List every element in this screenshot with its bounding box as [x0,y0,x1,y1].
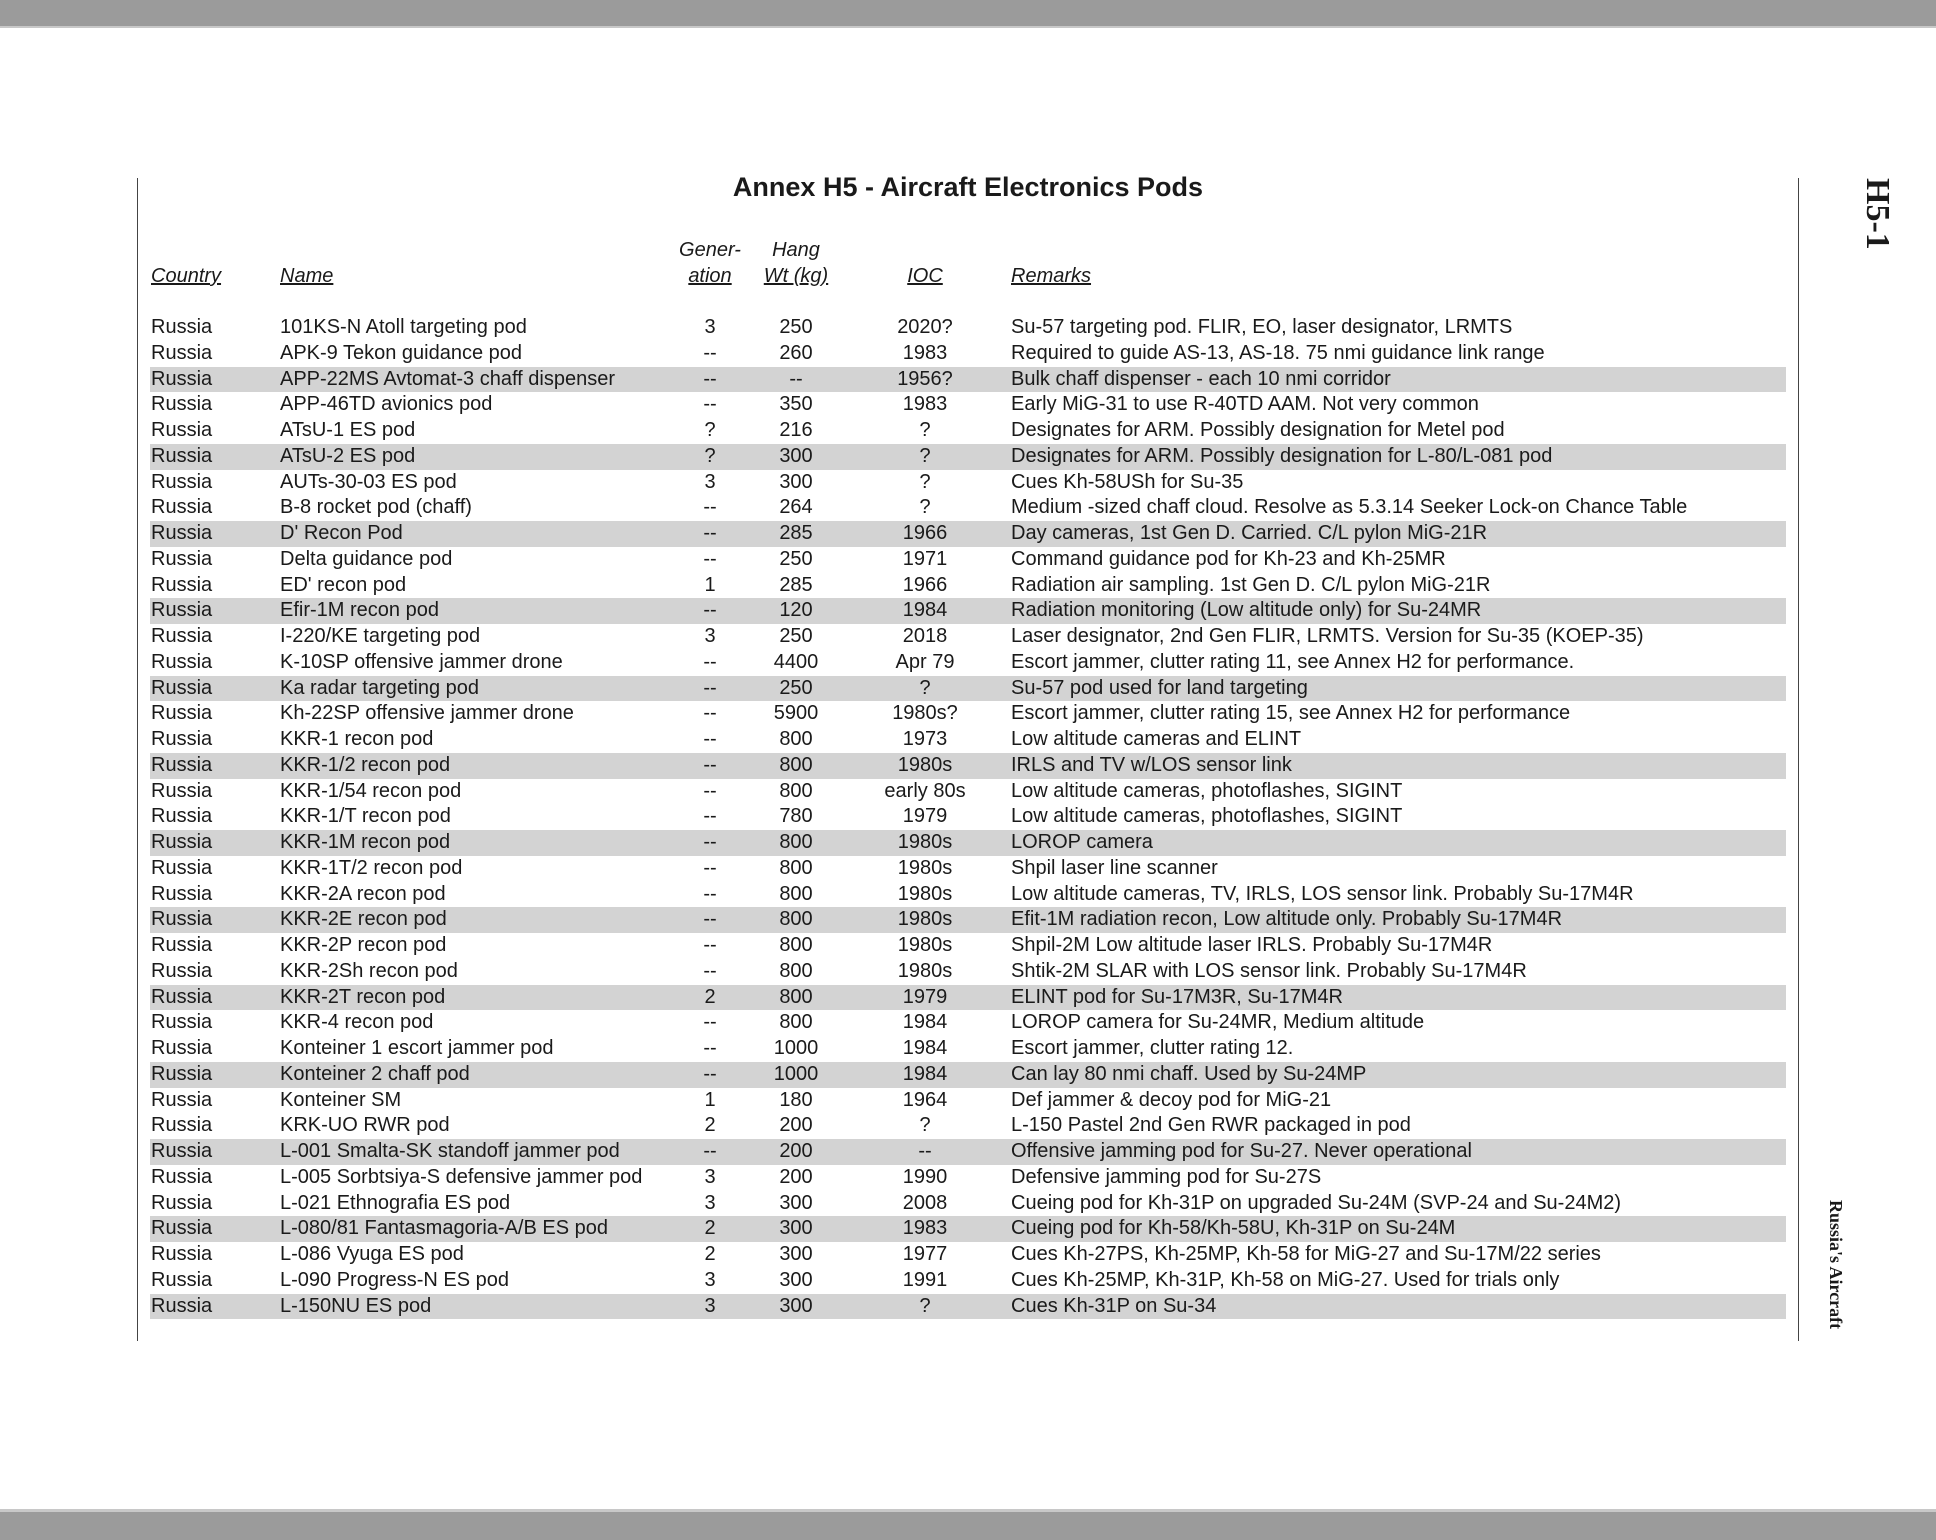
table-row [150,573,1786,599]
cell-name: Ka radar targeting pod [280,676,480,699]
right-vertical-rule [1798,178,1799,1341]
table-row [150,1088,1786,1114]
table-row [150,676,1786,702]
cell-ioc: 1984 [902,1011,948,1034]
cell-country: Russia [151,1140,213,1162]
cell-generation: -- [703,831,717,853]
cell-country: Russia [151,779,213,802]
cell-hang-weight: 300 [779,470,813,493]
cell-hang-weight: 250 [779,547,813,570]
cell-ioc: ? [919,676,931,699]
cell-hang-weight: 260 [779,341,813,364]
cell-generation: -- [703,1140,717,1162]
cell-name: KKR-4 recon pod [280,1011,434,1034]
cell-remarks: Low altitude cameras, photoflashes, SIGINT [1011,779,1403,802]
header-hang-weight [752,237,840,289]
table-row [150,985,1786,1011]
cell-generation: -- [703,779,717,802]
cell-hang-weight: 285 [779,522,813,544]
table-row [150,495,1786,521]
header-name: Name [280,265,334,287]
cell-ioc: 1980s [897,856,953,879]
cell-hang-weight: 285 [779,573,813,596]
table-row [150,933,1786,959]
table-row [150,341,1786,367]
cell-ioc: 1980s [897,908,953,931]
table-row [150,521,1786,547]
cell-remarks: Cueing pod for Kh-31P on upgraded Su-24M (SVP-24 and Su-24M2) [1011,1191,1622,1214]
cell-remarks: Def jammer & decoy pod for MiG-21 [1011,1088,1332,1111]
cell-generation: -- [703,341,717,364]
cell-generation: -- [703,882,717,905]
cell-remarks: Escort jammer, clutter rating 15, see Annex H2 for performance [1011,702,1571,725]
cell-name: L-150NU ES pod [280,1294,432,1317]
cell-name: KKR-2E recon pod [280,908,447,931]
cell-name: KKR-1M recon pod [280,831,451,853]
cell-hang-weight: 250 [779,676,813,699]
page-title: Annex H5 - Aircraft Electronics Pods [732,172,1204,202]
table-row [150,959,1786,985]
cell-hang-weight: 800 [779,779,813,802]
cell-generation: -- [703,522,717,544]
table-row [150,1191,1786,1217]
cell-generation: -- [703,1037,717,1059]
cell-remarks: Escort jammer, clutter rating 12. [1011,1037,1294,1059]
header-hang-line2: Wt (kg) [763,265,829,287]
cell-ioc: 1980s [897,934,953,956]
cell-name: Konteiner SM [280,1088,402,1111]
cell-hang-weight: 800 [779,728,813,750]
cell-country: Russia [151,728,213,750]
header-generation-line1: Gener- [679,239,741,261]
cell-name: L-021 Ethnografia ES pod [280,1191,511,1214]
cell-hang-weight: 300 [779,1217,813,1240]
cell-remarks: Bulk chaff dispenser - each 10 nmi corridor [1011,367,1391,390]
cell-hang-weight: 300 [779,1191,813,1214]
cell-hang-weight: 800 [779,1011,813,1034]
cell-remarks: Laser designator, 2nd Gen FLIR, LRMTS. Version for Su-35 (KOEP-35) [1011,625,1644,647]
table-row [150,779,1786,805]
cell-hang-weight: 800 [779,908,813,931]
cell-country: Russia [151,1165,213,1188]
cell-remarks: IRLS and TV w/LOS sensor link [1011,753,1292,776]
page-section-id: H5-1 [1859,178,1896,250]
cell-generation: 1 [704,1088,716,1111]
cell-remarks: Required to guide AS-13, AS-18. 75 nmi guidance link range [1011,341,1545,364]
cell-hang-weight: 780 [779,805,813,828]
cell-ioc: 1980s [897,882,953,905]
cell-generation: 2 [704,985,716,1008]
header-remarks: Remarks [1011,265,1092,287]
cell-remarks: Radiation air sampling. 1st Gen D. C/L pylon MiG-21R [1011,573,1491,596]
table-row [150,1294,1786,1320]
cell-country: Russia [151,702,213,725]
cell-hang-weight: 200 [779,1114,813,1137]
cell-ioc: 1973 [902,728,948,750]
cell-ioc: 1980s [897,959,953,982]
cell-ioc: 1966 [902,573,948,596]
cell-remarks: Cues Kh-58USh for Su-35 [1011,470,1244,493]
cell-remarks: Designates for ARM. Possibly designation for Metel pod [1011,419,1505,441]
table-row [150,1165,1786,1191]
cell-generation: -- [703,1011,717,1034]
cell-name: KKR-1T/2 recon pod [280,856,463,879]
cell-hang-weight: 800 [779,985,813,1008]
cell-ioc: ? [919,1114,931,1137]
cell-generation: -- [703,599,717,622]
cell-country: Russia [151,831,213,853]
cell-name: APP-46TD avionics pod [280,393,493,416]
cell-ioc: 1980s? [892,702,958,725]
cell-remarks: Cues Kh-31P on Su-34 [1011,1294,1217,1317]
cell-country: Russia [151,1088,213,1111]
cell-hang-weight: 800 [779,959,813,982]
cell-generation: 3 [704,1165,716,1188]
cell-name: KKR-2Sh recon pod [280,959,458,982]
cell-ioc: 1980s [897,831,953,853]
cell-name: Konteiner 2 chaff pod [280,1062,470,1085]
cell-hang-weight: 300 [779,1243,813,1265]
cell-generation: 2 [704,1114,716,1137]
cell-ioc: early 80s [884,779,966,802]
cell-remarks: Command guidance pod for Kh-23 and Kh-25MR [1011,547,1446,570]
table-row [150,624,1786,650]
cell-ioc: 1984 [902,599,948,622]
cell-country: Russia [151,1243,213,1265]
cell-remarks: LOROP camera for Su-24MR, Medium altitude [1011,1011,1425,1034]
cell-remarks: Su-57 pod used for land targeting [1011,676,1308,699]
table-row [150,1268,1786,1294]
cell-generation: -- [703,1062,717,1085]
cell-country: Russia [151,908,213,931]
cell-hang-weight: 4400 [773,650,819,673]
cell-name: KKR-2T recon pod [280,985,446,1008]
cell-ioc: 1956? [897,367,953,390]
cell-hang-weight: 180 [779,1088,813,1111]
cell-ioc: Apr 79 [895,650,955,673]
header-generation [670,237,750,289]
cell-country: Russia [151,316,213,338]
cell-ioc: -- [918,1140,932,1162]
cell-remarks: Medium -sized chaff cloud. Resolve as 5.3.14 Seeker Lock-on Chance Table [1011,496,1688,519]
cell-generation: -- [703,908,717,931]
cell-hang-weight: 1000 [773,1062,819,1085]
table-row [150,598,1786,624]
table-row [150,907,1786,933]
cell-name: KKR-1/T recon pod [280,805,451,828]
cell-name: KKR-2A recon pod [280,882,446,905]
header-country: Country [151,265,222,287]
cell-country: Russia [151,1011,213,1034]
cell-ioc: 1980s [897,753,953,776]
cell-country: Russia [151,676,213,699]
cell-remarks: LOROP camera [1011,831,1153,853]
cell-remarks: Radiation monitoring (Low altitude only) for Su-24MR [1011,599,1482,622]
cell-hang-weight: 200 [779,1165,813,1188]
cell-ioc: ? [919,496,931,519]
cell-ioc: 2008 [902,1191,948,1214]
cell-name: KKR-1 recon pod [280,728,434,750]
cell-name: ATsU-1 ES pod [280,419,416,441]
cell-country: Russia [151,573,213,596]
cell-country: Russia [151,470,213,493]
cell-name: KKR-1/2 recon pod [280,753,451,776]
cell-generation: 3 [704,1294,716,1317]
cell-name: APK-9 Tekon guidance pod [280,341,523,364]
cell-name: ATsU-2 ES pod [280,444,416,467]
cell-country: Russia [151,419,213,441]
cell-remarks: Cues Kh-27PS, Kh-25MP, Kh-58 for MiG-27 and Su-17M/22 series [1011,1243,1601,1265]
cell-country: Russia [151,1191,213,1214]
cell-generation: 1 [704,573,716,596]
cell-hang-weight: 120 [779,599,813,622]
cell-name: 101KS-N Atoll targeting pod [280,316,527,338]
cell-country: Russia [151,1268,213,1291]
cell-generation: -- [703,805,717,828]
cell-name: KRK-UO RWR pod [280,1114,450,1137]
cell-hang-weight: 250 [779,625,813,647]
cell-country: Russia [151,496,213,519]
table-row [150,444,1786,470]
cell-hang-weight: 800 [779,831,813,853]
cell-remarks: Offensive jamming pod for Su-27. Never operational [1011,1140,1472,1162]
cell-name: APP-22MS Avtomat-3 chaff dispenser [280,367,615,390]
table-row [150,701,1786,727]
cell-generation: -- [703,934,717,956]
table-row [150,1036,1786,1062]
cell-remarks: Cues Kh-25MP, Kh-31P, Kh-58 on MiG-27. Used for trials only [1011,1268,1560,1291]
cell-country: Russia [151,625,213,647]
table-row [150,856,1786,882]
cell-remarks: Efit-1M radiation recon, Low altitude only. Probably Su-17M4R [1011,908,1563,931]
cell-country: Russia [151,1294,213,1317]
cell-generation: -- [703,676,717,699]
cell-country: Russia [151,856,213,879]
cell-ioc: 1964 [902,1088,948,1111]
cell-remarks: Shpil-2M Low altitude laser IRLS. Probably Su-17M4R [1011,934,1493,956]
cell-country: Russia [151,882,213,905]
cell-ioc: 1984 [902,1037,948,1059]
table-row [150,1010,1786,1036]
cell-hang-weight: 216 [779,419,813,441]
cell-name: K-10SP offensive jammer drone [280,650,563,673]
cell-country: Russia [151,367,213,390]
cell-country: Russia [151,959,213,982]
cell-name: Kh-22SP offensive jammer drone [280,702,574,725]
table-row [150,418,1786,444]
cell-country: Russia [151,444,213,467]
cell-hang-weight: 800 [779,882,813,905]
table-row [150,882,1786,908]
cell-country: Russia [151,522,213,544]
table-row [150,470,1786,496]
cell-name: Efir-1M recon pod [280,599,439,622]
cell-country: Russia [151,1217,213,1240]
cell-ioc: 1979 [902,805,948,828]
cell-hang-weight: 800 [779,934,813,956]
cell-remarks: ELINT pod for Su-17M3R, Su-17M4R [1011,985,1344,1008]
cell-remarks: Shtik-2M SLAR with LOS sensor link. Probably Su-17M4R [1011,959,1527,982]
cell-generation: 2 [704,1243,716,1265]
cell-name: I-220/KE targeting pod [280,625,481,647]
cell-ioc: 2018 [902,625,948,647]
cell-name: L-080/81 Fantasmagoria-A/B ES pod [280,1217,608,1240]
cell-ioc: ? [919,419,931,441]
cell-ioc: 1983 [902,341,948,364]
cell-generation: ? [704,419,716,441]
cell-country: Russia [151,805,213,828]
cell-remarks: Low altitude cameras, TV, IRLS, LOS sensor link. Probably Su-17M4R [1011,882,1634,905]
cell-country: Russia [151,1037,213,1059]
cell-remarks: Early MiG-31 to use R-40TD AAM. Not very common [1011,393,1479,416]
header-ioc: IOC [907,265,943,287]
cell-hang-weight: -- [789,367,803,390]
cell-ioc: ? [919,444,931,467]
table-row [150,1216,1786,1242]
cell-ioc: 1990 [902,1165,948,1188]
table-row [150,392,1786,418]
table-row [150,1139,1786,1165]
cell-generation: 3 [704,625,716,647]
cell-country: Russia [151,547,213,570]
cell-remarks: Defensive jamming pod for Su-27S [1011,1165,1322,1188]
cell-country: Russia [151,341,213,364]
table-row [150,650,1786,676]
table-row [150,367,1786,393]
cell-generation: 3 [704,1268,716,1291]
cell-name: KKR-2P recon pod [280,934,447,956]
cell-country: Russia [151,753,213,776]
cell-country: Russia [151,1062,213,1085]
cell-generation: -- [703,393,717,416]
cell-name: L-001 Smalta-SK standoff jammer pod [280,1140,620,1162]
cell-ioc: 1979 [902,985,948,1008]
cell-hang-weight: 1000 [773,1037,819,1059]
left-vertical-rule [137,178,138,1341]
cell-ioc: ? [919,1294,931,1317]
cell-generation: -- [703,547,717,570]
cell-remarks: Escort jammer, clutter rating 11, see Annex H2 for performance. [1011,650,1575,673]
cell-remarks: Cueing pod for Kh-58/Kh-58U, Kh-31P on Su-24M [1011,1217,1456,1240]
top-margin-bar [0,0,1936,26]
cell-remarks: Su-57 targeting pod. FLIR, EO, laser designator, LRMTS [1011,316,1513,338]
cell-hang-weight: 200 [779,1140,813,1162]
cell-hang-weight: 300 [779,444,813,467]
cell-name: KKR-1/54 recon pod [280,779,462,802]
cell-hang-weight: 800 [779,856,813,879]
cell-hang-weight: 350 [779,393,813,416]
cell-generation: -- [703,959,717,982]
header-generation-line2: ation [688,265,732,287]
cell-hang-weight: 264 [779,496,813,519]
table-row [150,1062,1786,1088]
cell-ioc: 1983 [902,393,948,416]
cell-country: Russia [151,599,213,622]
cell-hang-weight: 250 [779,316,813,338]
bottom-margin-bar [0,1512,1936,1540]
cell-name: ED' recon pod [280,573,407,596]
cell-ioc: 1977 [902,1243,948,1265]
cell-name: Delta guidance pod [280,547,453,570]
cell-remarks: Designates for ARM. Possibly designation for L-80/L-081 pod [1011,444,1553,467]
cell-hang-weight: 800 [779,753,813,776]
cell-ioc: 1966 [902,522,948,544]
cell-hang-weight: 5900 [773,702,819,725]
table-row [150,727,1786,753]
table-row [150,804,1786,830]
cell-remarks: Can lay 80 nmi chaff. Used by Su-24MP [1011,1062,1367,1085]
cell-name: L-005 Sorbtsiya-S defensive jammer pod [280,1165,643,1188]
cell-ioc: 1971 [902,547,948,570]
cell-remarks: Shpil laser line scanner [1011,856,1218,879]
cell-name: Konteiner 1 escort jammer pod [280,1037,554,1059]
cell-remarks: Day cameras, 1st Gen D. Carried. C/L pylon MiG-21R [1011,522,1488,544]
cell-generation: ? [704,444,716,467]
cell-generation: -- [703,856,717,879]
cell-country: Russia [151,985,213,1008]
top-margin-line [0,26,1936,28]
cell-hang-weight: 300 [779,1294,813,1317]
cell-hang-weight: 300 [779,1268,813,1291]
cell-generation: -- [703,702,717,725]
table-row [150,547,1786,573]
table-row [150,830,1786,856]
cell-name: D' Recon Pod [280,522,403,544]
cell-ioc: 2020? [897,316,953,338]
cell-generation: -- [703,753,717,776]
cell-country: Russia [151,650,213,673]
table-row [150,753,1786,779]
cell-name: B-8 rocket pod (chaff) [280,496,472,519]
cell-country: Russia [151,934,213,956]
cell-generation: -- [703,728,717,750]
cell-generation: -- [703,650,717,673]
cell-generation: -- [703,367,717,390]
table-row [150,315,1786,341]
cell-name: L-090 Progress-N ES pod [280,1268,510,1291]
cell-generation: 3 [704,1191,716,1214]
cell-ioc: ? [919,470,931,493]
cell-ioc: 1991 [902,1268,948,1291]
cell-country: Russia [151,393,213,416]
cell-generation: 2 [704,1217,716,1240]
cell-remarks: Low altitude cameras, photoflashes, SIGINT [1011,805,1403,828]
cell-remarks: Low altitude cameras and ELINT [1011,728,1302,750]
cell-name: AUTs-30-03 ES pod [280,470,457,493]
cell-generation: 3 [704,470,716,493]
cell-remarks: L-150 Pastel 2nd Gen RWR packaged in pod [1011,1114,1411,1137]
cell-country: Russia [151,1114,213,1137]
table-row [150,1242,1786,1268]
cell-generation: 3 [704,316,716,338]
cell-ioc: 1984 [902,1062,948,1085]
cell-ioc: 1983 [902,1217,948,1240]
cell-generation: -- [703,496,717,519]
cell-name: L-086 Vyuga ES pod [280,1243,464,1265]
pods-table-body [150,315,1786,1319]
table-row [150,1113,1786,1139]
book-title-label: Russia's Aircraft [1826,1200,1846,1330]
header-hang-line1: Hang [772,239,820,261]
